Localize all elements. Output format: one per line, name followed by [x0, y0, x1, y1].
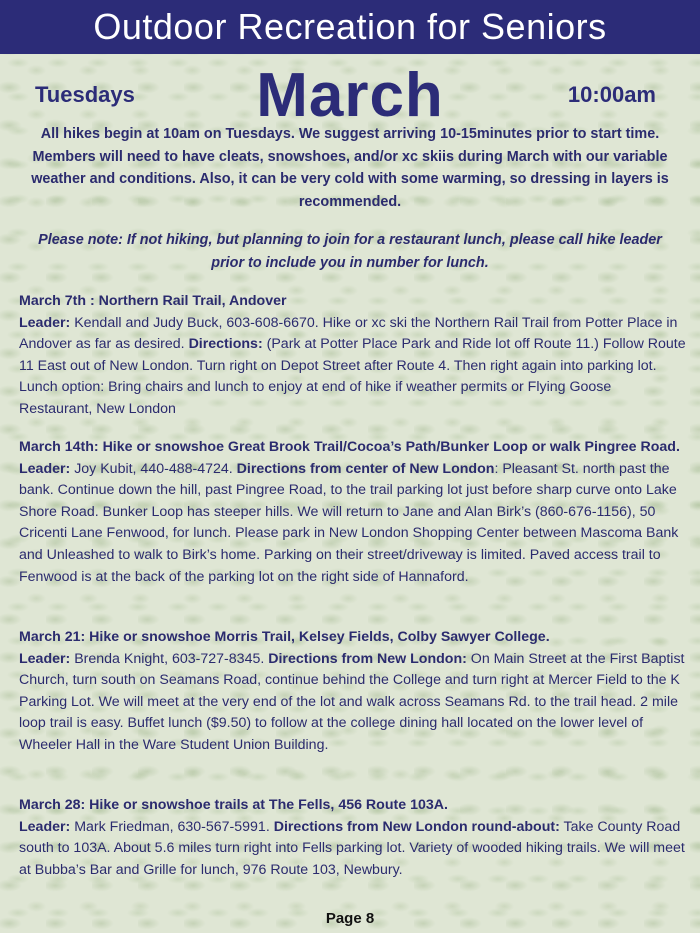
banner-title: Outdoor Recreation for Seniors	[93, 6, 607, 47]
directions-text: Take County Road south to 103A. About 5.6 miles turn right into Fells parking lot. Variety of wooded hiking trails. We will meet at Bubba’s Bar and Grille for lunch, 976 Route 103, Newbury.	[19, 818, 685, 878]
hike-heading: March 21: Hike or snowshoe Morris Trail, Kelsey Fields, Colby Sawyer College.	[19, 629, 550, 645]
directions-text: : Pleasant St. north past the bank. Continue down the hill, past Pingree Road, to the trail parking lot just before sharp curve onto Lake Shore Road. Bunker Loop has steeper hills. We will return to Jane and Alan Birk’s (860-676-1156), 50 Cricenti Lane Fenwood, for lunch. Please park in New London Shopping Center between Mascoma Bank and Unleashed to walk to Birk’s home. Parking on their street/driveway is limited. Paved access trail to Fenwood is at the back of the parking lot on the right side of Hannaford.	[19, 460, 679, 585]
directions-text: On Main Street at the First Baptist Church, turn south on Seamans Road, continue behind the College and turn right at Mercer Field to the K Parking Lot. We will meet at the very end of the lot and walk across Seamans Rd. to the trail head. 2 mile loop trail is easy. Buffet lunch ($9.50) to follow at the college dining hall located on the lower level of Wheeler Hall in the Ware Student Union Building.	[19, 650, 685, 753]
intro-paragraph: All hikes begin at 10am on Tuesdays. We suggest arriving 10-15minutes prior to start time. Members will need to have cleats, snowshoes, and/or xc skiis during March with our variable weather and conditions. Also, it can be very cold with some warming, so dressing in layers is recommended.	[31, 126, 669, 210]
hike-entry-march-7	[19, 291, 687, 421]
leader-label: Leader:	[19, 650, 71, 667]
directions-text: (Park at Potter Place Park and Ride lot off Route 11.) Follow Route 11 East out of New London. Turn right on Depot Street after Route 4. Then right again into parking lot. Lunch option: Bring chairs and lunch to enjoy at end of hike if weather permits or Flying Goose Restaurant, New London	[19, 336, 686, 417]
day-label: Tuesdays	[35, 82, 135, 107]
directions-label: Directions:	[188, 336, 263, 353]
page-banner	[0, 0, 700, 54]
leader-label: Leader:	[19, 314, 71, 331]
hike-heading: March 14th: Hike or snowshoe Great Brook Trail/Cocoa’s Path/Bunker Loop or walk Pingree Road.	[19, 439, 680, 455]
hike-heading: March 28: Hike or snowshoe trails at The Fells, 456 Route 103A.	[19, 797, 448, 813]
directions-label: Directions from center of New London	[236, 460, 495, 477]
month-title: March	[256, 61, 444, 130]
time-label: 10:00am	[567, 82, 656, 107]
lunch-note: Please note: If not hiking, but planning to join for a restaurant lunch, please call hike leader prior to include you in number for lunch.	[38, 232, 662, 271]
leader-label: Leader:	[19, 818, 71, 835]
leader-text: Brenda Knight, 603-727-8345.	[70, 650, 269, 667]
hike-entry-march-14	[19, 437, 687, 588]
hike-entry-march-21	[19, 627, 687, 757]
hike-entry-march-28	[19, 795, 687, 881]
hike-heading: March 7th : Northern Rail Trail, Andover	[19, 293, 287, 309]
directions-label: Directions from New London round-about:	[273, 818, 560, 835]
directions-label: Directions from New London:	[268, 650, 467, 667]
leader-text: Joy Kubit, 440-488-4724.	[70, 460, 237, 477]
leader-text: Kendall and Judy Buck, 603-608-6670. Hike or xc ski the Northern Rail Trail from Potter Place in Andover as far as desired.	[19, 314, 678, 353]
leader-text: Mark Friedman, 630-567-5991.	[70, 818, 274, 835]
page-number: Page 8	[325, 910, 375, 927]
leader-label: Leader:	[19, 460, 71, 477]
